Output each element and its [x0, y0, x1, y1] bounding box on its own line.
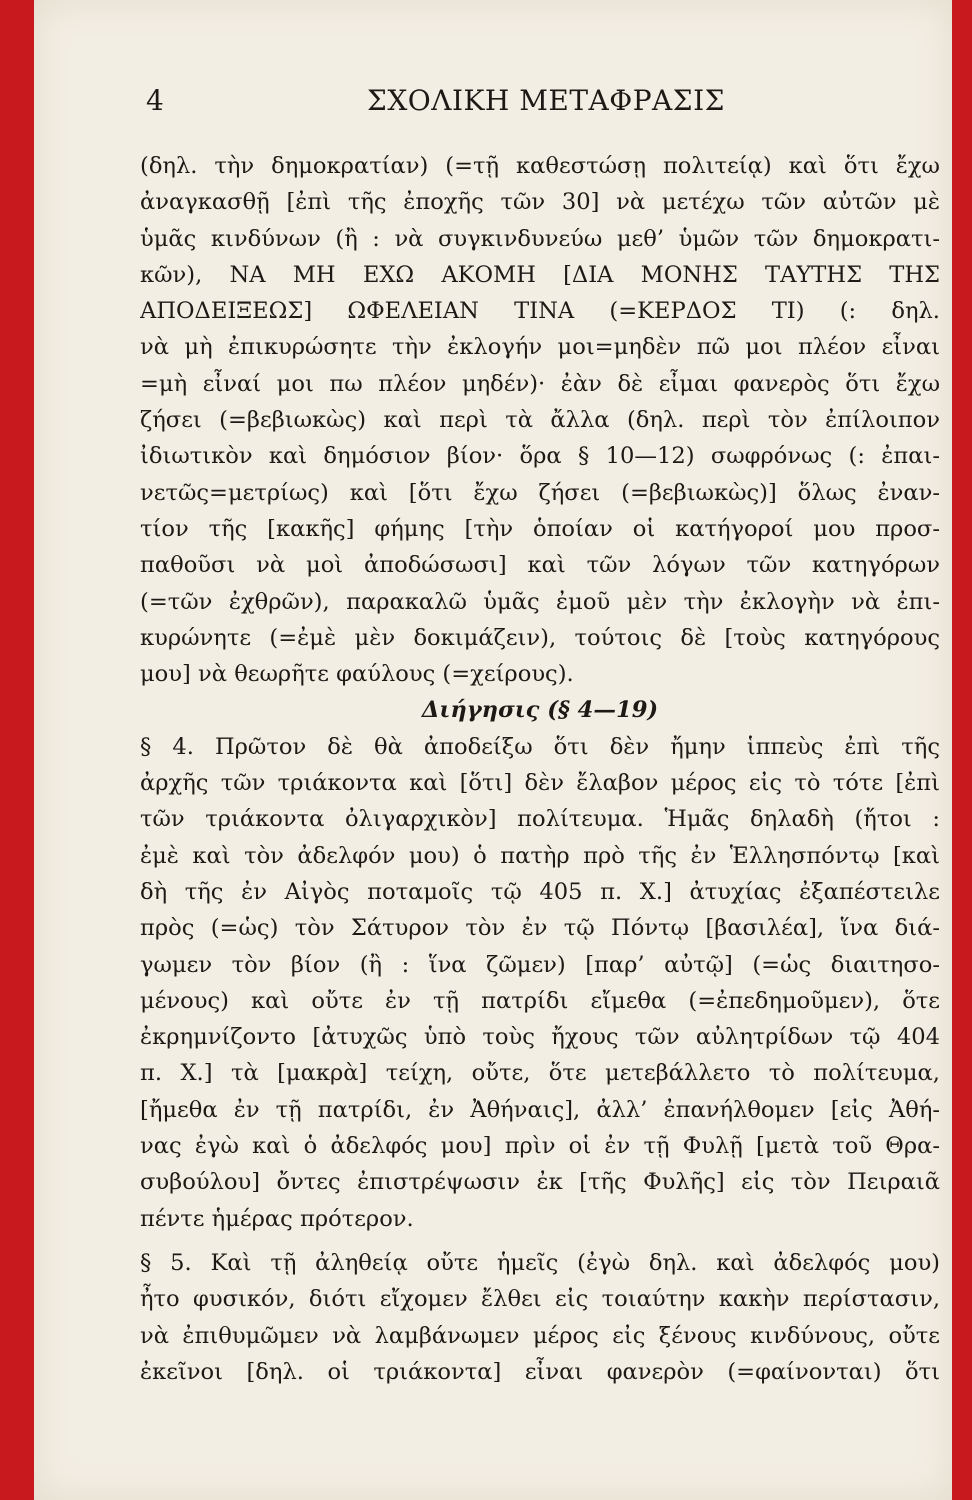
paragraph-4-line: ἐμὲ καὶ τὸν ἀδελφόν μου) ὁ πατὴρ πρὸ τῆς ἐν Ἑλλησπόντῳ [καὶ [140, 842, 940, 869]
text-line: (δηλ. τὴν δημοκρατίαν) (=τῇ καθεστώσῃ πολιτείᾳ) καὶ ὅτι ἔχω [140, 153, 940, 179]
paragraph-4-line: § 4. Πρῶτον δὲ θὰ ἀποδείξω ὅτι δὲν ἤμην ἱππεὺς ἐπὶ τῆς [140, 733, 940, 760]
paragraph-4-line: γωμεν τὸν βίον (ἢ : ἵνα ζῶμεν) [παρ’ αὐτῷ] (=ὡς διαιτησο- [140, 951, 940, 978]
text-line: ἰδιωτικὸν καὶ δημόσιον βίον· ὅρα § 10—12) σωφρόνως (: ἐπαι- [140, 443, 940, 470]
text-line: παθοῦσι νὰ μοὶ ἀποδώσωσι] καὶ τῶν λόγων τῶν κατηγόρων [140, 552, 940, 579]
text-line: κῶν), ΝΑ ΜΗ ΕΧΩ ΑΚΟΜΗ [ΔΙΑ ΜΟΝΗΣ ΤΑΥΤΗΣ ΤΗΣ [140, 261, 940, 288]
paragraph-4-line: [ἤμεθα ἐν τῇ πατρίδι, ἐν Ἀθήναις], ἀλλ’ ἐπανήλθομεν [εἰς Ἀθή- [140, 1096, 940, 1123]
paragraph-4-line: τῶν τριάκοντα ὀλιγαρχικὸν] πολίτευμα. Ἡμᾶς δηλαδὴ (ἤτοι : [140, 806, 940, 833]
text-line: μου] νὰ θεωρῆτε φαύλους (=χείρους). [140, 661, 574, 688]
paragraph-5-line: ἦτο φυσικόν, διότι εἴχομεν ἔλθει εἰς τοιαύτην κακὴν περίστασιν, [140, 1286, 940, 1313]
paragraph-5-line: § 5. Καὶ τῇ ἀληθείᾳ οὔτε ἡμεῖς (ἐγὼ δηλ. καὶ ἀδελφός μου) [140, 1249, 940, 1276]
page-number: 4 [146, 84, 164, 117]
paragraph-gap [140, 1237, 940, 1245]
paragraph-4-line: π. Χ.] τὰ [μακρὰ] τείχη, οὔτε, ὅτε μετεβάλλετο τὸ πολίτευμα, [140, 1060, 940, 1087]
paragraph-4-line: ἀρχῆς τῶν τριάκοντα καὶ [ὅτι] δὲν ἔλαβον μέρος εἰς τὸ τότε [ἐπὶ [140, 770, 940, 797]
text-line: =μὴ εἶναί μοι πω πλέον μηδέν)· ἐὰν δὲ εἶμαι φανερὸς ὅτι ἔχω [140, 370, 940, 397]
text-line: ἀναγκασθῇ [ἐπὶ τῆς ἐποχῆς τῶν 30] νὰ μετέχω τῶν αὐτῶν μὲ [140, 189, 940, 216]
paragraph-5-line: ἐκεῖνοι [δηλ. οἱ τριάκοντα] εἶναι φανερὸν (=φαίνονται) ὅτι [140, 1358, 940, 1385]
text-line: νὰ μὴ ἐπικυρώσητε τὴν ἐκλογήν μοι=μηδὲν πῶ μοι πλέον εἶναι [140, 334, 940, 361]
paragraph-4-line: ἐκρημνίζοντο [ἀτυχῶς ὑπὸ τοὺς ἤχους τῶν αὐλητρίδων τῷ 404 [140, 1024, 940, 1051]
paragraph-4-line: πρὸς (=ὡς) τὸν Σάτυρον τὸν ἐν τῷ Πόντῳ [βασιλέα], ἵνα διά- [140, 915, 940, 942]
text-line: ζήσει (=βεβιωκὼς) καὶ περὶ τὰ ἄλλα (δηλ. περὶ τὸν ἐπίλοιπον [140, 407, 940, 434]
text-line: ΑΠΟΔΕΙΞΕΩΣ] ΩΦΕΛΕΙΑΝ ΤΙΝΑ (=ΚΕΡΔΟΣ ΤΙ) (: δηλ. [140, 298, 940, 325]
paragraph-4-line: πέντε ἡμέρας πρότερον. [140, 1205, 414, 1232]
page-header [146, 84, 946, 124]
paragraph-4-line: νας ἐγὼ καὶ ὁ ἀδελφός μου] πρὶν οἱ ἐν τῇ Φυλῇ [μετὰ τοῦ Θρα- [140, 1133, 940, 1160]
paragraph-4-line: μένους) καὶ οὔτε ἐν τῇ πατρίδι εἴμεθα (=ἐπεδημοῦμεν), ὅτε [140, 987, 940, 1014]
running-title: ΣΧΟΛΙΚΗ ΜΕΤΑΦΡΑΣΙΣ [367, 84, 725, 117]
book-page [34, 0, 952, 1500]
paragraph-4-line: δὴ τῆς ἐν Αἰγὸς ποταμοῖς τῷ 405 π. Χ.] ἀτυχίας ἐξαπέστειλε [140, 878, 940, 905]
text-line: νετῶς=μετρίως) καὶ [ὅτι ἔχω ζήσει (=βεβιωκὼς)] ὅλως ἐναν- [140, 479, 940, 506]
text-line: τίον τῆς [κακῆς] φήμης [τὴν ὁποίαν οἱ κατήγοροί μου προσ- [140, 515, 940, 542]
text-line: κυρώνητε (=ἐμὲ μὲν δοκιμάζειν), τούτοις δὲ [τοὺς κατηγόρους [140, 624, 940, 651]
paragraph-5-line: νὰ ἐπιθυμῶμεν νὰ λαμβάνωμεν μέρος εἰς ξένους κινδύνους, οὔτε [140, 1322, 940, 1349]
text-line: ὑμᾶς κινδύνων (ἢ : νὰ συγκινδυνεύω μεθ’ ὑμῶν τῶν δημοκρατι- [140, 225, 940, 252]
body-text [140, 148, 940, 1390]
text-line: (=τῶν ἐχθρῶν), παρακαλῶ ὑμᾶς ἐμοῦ μὲν τὴν ἐκλογὴν νὰ ἐπι- [140, 588, 940, 615]
section-heading: Διήγησις (§ 4—19) [421, 697, 659, 724]
paragraph-4-line: συβούλου] ὄντες ἐπιστρέψωσιν ἐκ [τῆς Φυλῆς] εἰς τὸν Πειραιᾶ [140, 1169, 940, 1196]
